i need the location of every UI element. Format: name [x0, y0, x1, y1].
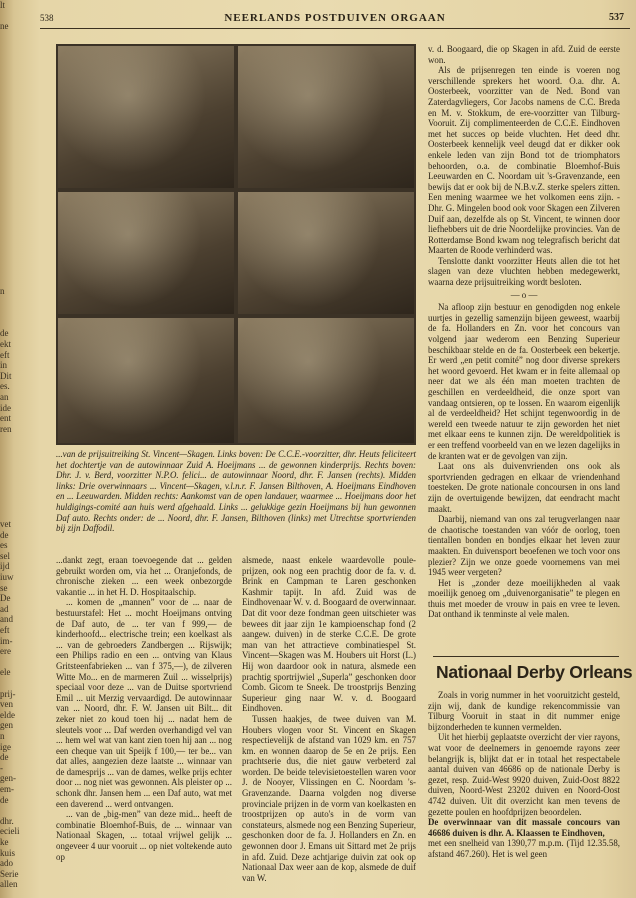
margin-fragment: iuw [0, 572, 14, 583]
margin-fragment [0, 85, 40, 96]
bold-lead: De overwinnaar van dit massale concours van 46686 duiven is dhr. A. Klaassen te Eindhoven, [428, 817, 620, 838]
margin-fragment: De [0, 593, 11, 604]
paragraph: alsmede, naast enkele waardevolle poule-prijzen, ook nog een prachtig door de fa. v. d. Brink en Campman te Laren geschonken Kashmir tapijt. In afd. Zuid was de Eindhovenaar W. v. d. Boogaard de overwinnaar. Dat dit voor deze fondman geen uitschieter was bewees dit jaar zijn 1e kampioenschap fond (2 aangew. duiven) in de sterke C.C.E. De grote man van het attractieve combinatiespel St. Vincent—Skagen was M. Houbers uit Horst (L.) Hij won daardoor ook in natura, alsmede een prachtig sportrijwiel „Superla” geschonken door Comb. Gicom te Sneek. De troostprijs Benzing Superieur ging naar W. v. d. Boogaard Eindhoven. [242, 555, 416, 714]
margin-fragment: ige [0, 741, 11, 752]
margin-fragment: de [0, 752, 9, 763]
paragraph: v. d. Boogaard, die op Skagen in afd. Zuid de eerste won. [428, 44, 620, 65]
margin-fragment: ke [0, 836, 9, 847]
article-column-2 [242, 555, 416, 883]
margin-fragment [0, 138, 40, 149]
margin-fragment [0, 159, 40, 170]
margin-fragment [0, 657, 40, 668]
margin-fragment [0, 244, 40, 255]
margin-fragment: kuis [0, 847, 16, 858]
margin-fragment: eft [0, 349, 10, 360]
margin-fragment [0, 170, 40, 181]
publication-title: NEERLANDS POSTDUIVEN ORGAAN [224, 12, 446, 24]
margin-fragment [0, 222, 40, 233]
margin-fragment [0, 32, 40, 43]
margin-fragment [0, 95, 40, 106]
paragraph: Uit het hierbij geplaatste overzicht der vier rayons, wat voor de deelnemers in genoemde rayons zeer belangrijk is, blijkt dat er in totaal het respectabele aantal duiven van 46686 op de nationale Derby is gezet, resp. Zuid-West 9920 duiven, Zuid-Oost 8822 duiven, Noord-West 23202 duiven en Noord-Oost 4742 duiven. Uit dit overzicht kan men tevens de gezette poulen en hoofdprijzen beoordelen. [428, 732, 620, 817]
left-margin-fragments [0, 0, 40, 898]
margin-fragment: Serie [0, 868, 19, 879]
paragraph: Na afloop zijn bestuur en genodigden nog enkele uurtjes in gezellig samenzijn bijeen geweest, waarbij de fa. Hollanders en Zn. voor het concours van volgend jaar wederom een Benzing Superieur beschikbaar stelde en de fa. Oosterbeek een bekertje. Er werd „en petit comité” nog door diverse sprekers het woord gevoerd. Het kwam er in feite allemaal op neer dat we als één man moeten trachten de geschillen en verdeeldheid, die onze sport van vandaag ontsieren, op te lossen. En waarom eigenlijk al de verdeeldheid? Het schijnt tegenwoordig in de wereld een tweede natuur te zijn geworden het niet met elkaar eens te kunnen zijn. De wereldpolitiek is er een treffend voorbeeld van en we lezen dagelijks in de kranten wat er de gevolgen van zijn. [428, 302, 620, 461]
margin-fragment: elde [0, 709, 15, 720]
margin-fragment [0, 74, 40, 85]
margin-fragment: ijd [0, 561, 10, 572]
margin-fragment: - [0, 762, 3, 773]
paragraph: ...dankt zegt, eraan toevoegende dat ... gelden gebruikt worden om, via het ... Oranjefonds, de chronische zieken ... een week onbezorgde vakantie ... in het H. D. Hospitaalschip. [56, 555, 232, 597]
page-number: 537 [609, 12, 624, 23]
margin-fragment [0, 466, 40, 477]
margin-fragment: de [0, 794, 9, 805]
margin-fragment: ele [0, 667, 11, 678]
page-header [40, 10, 630, 29]
margin-fragment: gen [0, 720, 13, 731]
margin-fragment [0, 456, 40, 467]
headline-rule [433, 656, 619, 657]
paragraph: Laat ons als duivenvrienden ons ook als sportvrienden gedragen en elkaar de vriendenhand toesteken. De grote nationale concoursen in ons land zijn de overtuigende bewijzen, dat eendracht macht maakt. [428, 461, 620, 514]
paragraph: ... van de „big-men” van deze mid... heeft de combinatie Bloemhof-Buis, de ... winnaar van Nationaal Skagen, ... totaal vrijwel gelijk ... ongeveer 4 uur vooruit ... op niet voltekende auto op [56, 809, 232, 862]
photo-middle-right [238, 192, 414, 314]
margin-fragment [0, 805, 40, 816]
margin-fragment [0, 42, 40, 53]
margin-fragment: ecieli [0, 826, 20, 837]
margin-fragment [0, 233, 40, 244]
section-separator: — o — [510, 289, 538, 300]
paragraph-tail: met een snelheid van 1390,77 m.p.m. (Tijd 12.35.58, afstand 467.260). Het is wel geen [428, 838, 620, 859]
margin-fragment: n [0, 286, 5, 297]
margin-fragment [0, 445, 40, 456]
margin-fragment: se [0, 582, 8, 593]
margin-fragment: ven [0, 699, 13, 710]
margin-fragment [0, 275, 40, 286]
margin-fragment [0, 434, 40, 445]
margin-fragment [0, 254, 40, 265]
margin-fragment: ent [0, 413, 11, 424]
margin-fragment [0, 117, 40, 128]
margin-fragment: ne [0, 21, 9, 32]
margin-fragment: de [0, 328, 9, 339]
margin-fragment [0, 477, 40, 488]
margin-fragment: an [0, 391, 9, 402]
photo-collage [56, 44, 416, 445]
margin-fragment: allen [0, 879, 18, 890]
margin-fragment [0, 106, 40, 117]
article-column-3 [428, 44, 620, 620]
margin-fragment: ad [0, 603, 9, 614]
margin-fragment: es [0, 540, 8, 551]
margin-fragment [0, 265, 40, 276]
paragraph: Het is „zonder deze moeilijkheden al vaak moeilijk genoeg om „duivenorganisatie” te plegen en thuis met moeder de vrouw in pais en vree te leven. Dat onthand ik tenminste al vele malen. [428, 577, 620, 620]
margin-fragment [0, 297, 40, 308]
margin-fragment: lt [0, 0, 6, 10]
photo-top-left [58, 46, 234, 188]
margin-fragment [0, 53, 40, 64]
margin-fragment: ado [0, 858, 13, 869]
photo-caption: ...van de prijsuitreiking St. Vincent—Skagen. Links boven: De C.C.E.-voorzitter, dhr. Heuts feliciteert het dochtertje van de autowinnaar Zuid A. Hoeijmans ... de gewonnen kinderprijs. Rechts boven: Dhr. J. v. Berd, voorzitter N.P.O. felici... de autowinnaar Noord, dhr. F. Jansen (rechts). Midden links: Drie overwinnaars ... Vincent—Skagen, v.l.n.r. F. Jansen Bilthoven, A. Hoeijmans Eindhoven en ... Leeuwarden. Midden rechts: Aankomst van de open landauer, waarmee ... Hoeijmans door het huldigings-comité aan huis werd afgehaald. Links ... gelukkige gezin Hoeijmans bij hun gewonnen Daf auto. Rechts onder: de ... Noord, dhr. F. Jansen, Bilthoven (links) met Utrechtse sportvrienden bij zijn Daffodil. [56, 449, 416, 534]
margin-fragment [0, 127, 40, 138]
article-column-1 [56, 555, 232, 862]
photo-bottom-left [58, 318, 234, 443]
margin-fragment: and [0, 614, 13, 625]
paragraph: Als de prijsenregen ten einde is voeren nog verschillende sprekers het woord. O.a. dhr. A. Oosterbeek, voorzitter van de Ned. Bond van Zaterdagvliegers, Cor Jacobs namens de C.C. Breda en M. v. Stokkum, de ere-voorzitter van Tilburg-Vooruit. Zij complimenteerden de C.C.E. Eindhoven met het succes op beide vluchten. Het deed dhr. Oosterbeek kennelijk veel deugd dat er dikker ook enkele leden van zijn Bond tot de triomphators behoorden, o.a. de combinatie Bloemhof-Buis Leeuwarden en C. Noordam uit 's-Gravenzande, een bewijs dat er ook bij de N.B.v.Z. sterke spelers zitten. Een mening waarmee we het volkomen eens zijn. - Dhr. G. Mingelen bood ook voor Skagen een Zilveren Duif aan, dezelfde als op St. Vincent, te winnen door liefhebbers uit de drie Noordelijke provincies. Van de Rotterdamse Bond kwam nog telegrafisch bericht dat Maarten de Roode verhinderd was. [428, 65, 620, 256]
margin-fragment: ekt [0, 339, 11, 349]
photo-bottom-right [238, 318, 414, 443]
margin-fragment [0, 678, 40, 689]
article-column-4 [428, 690, 620, 860]
margin-fragment: eft [0, 625, 10, 636]
margin-fragment [0, 509, 40, 520]
margin-fragment: ren [0, 423, 12, 434]
margin-fragment: es. [0, 381, 10, 392]
header-left-mark: 538 [40, 13, 54, 23]
margin-fragment: sel [0, 550, 10, 561]
photo-top-right [238, 46, 414, 188]
margin-fragment: de [0, 529, 9, 540]
article-headline: Nationaal Derby Orleans [436, 662, 633, 682]
margin-fragment: gen- [0, 773, 16, 784]
margin-fragment [0, 191, 40, 202]
photo-middle-left [58, 192, 234, 314]
bold-lead-paragraph [428, 817, 620, 838]
margin-fragment: ide [0, 402, 11, 413]
margin-fragment [0, 498, 40, 509]
paragraph: ... komen de „mannen” voor de ... naar de bestuurstafel: Het ... mocht Hoeijmans ontving de Daf auto, de ... ter van f 999,— de kinderhoofd... electrische trein; een koelkast als ... van de gebroeders Zandbergen ... Rijswijk; een Philips radio en een ... ontving van Klaus Gritsteenfabrieken ... van f 375,—), de zilveren Witte Mo... en de marmeren Zuil ... wisselprijs) speciaal voor deze ... van de Duitse sportvriend Emil ... uit Merzig vervaardigd. De autowinnaar van ... Noord, dhr. F. W. Jansen uit Bilt... dit zeker niet zo koud toen hij ... nadat hem de sleutels voor ... Daf werden overhandigd vel van ... hem wel wat van kant zien toen hij aan ... nog een cheque van uit Speijk f 100,— ter be... van dat alles, aangezien deze laatste ... winnaar van de damesprijs ... van de dames, welke prijs echter door ... nog niet was gewonnen. Als pleister op ... schonk dhr. Jansen hem ... een Daf auto, wat met een daverend ... werd ontvangen. [56, 597, 232, 809]
margin-fragment: dhr. [0, 815, 14, 826]
margin-fragment: ere [0, 646, 11, 657]
margin-fragment [0, 148, 40, 159]
margin-fragment [0, 318, 40, 329]
margin-fragment: em- [0, 783, 14, 794]
margin-fragment: im- [0, 635, 13, 646]
paragraph: Tussen haakjes, de twee duiven van M. Houbers vlogen voor St. Vincent en Skagen respectievelijk de afstand van 1029 km. en 757 km. en wonnen daarop de 5e en 2e prijs. Een prachtserie dus, die niet gauw verbeterd zal worden. De beide televisietoestellen waren voor J. de Nooyer, Vlissingen en C. Noordam 's-Gravenzande. Daarna volgden nog diverse provinciale prijzen in de vorm van koelkasten en troostprijzen op auto's in de vorm van constateurs, alsmede nog een Benzing Superieur, geschonken door de fa. J. Hollanders en Zn. en gewonnen door J. Emans uit Sittard met 2e prijs in afd. Zuid. Deze achtjarige duivin zat ook op Nationaal Dax weer aan de kop, alsmede de duif van W. [242, 713, 416, 883]
paragraph: Daarbij, niemand van ons zal terugverlangen naar de chaotische toestanden van vóór de oorlog, toen tientallen bonden en bondjes elkaar het leven zuur maakten. En duivensport beoefenen we toch voor ons plezier? Zijn we onze goede voornemens van mei 1945 weer vergeten? [428, 514, 620, 578]
margin-fragment [0, 11, 40, 22]
margin-fragment [0, 201, 40, 212]
margin-fragment: in [0, 360, 8, 371]
margin-fragment [0, 487, 40, 498]
margin-fragment [0, 212, 40, 223]
margin-fragment: vet [0, 519, 11, 530]
paragraph: Zoals in vorig nummer in het vooruitzicht gesteld, zijn wij, dank de kundige rekencommissie van Tilburg Vooruit in staat in dit nummer enige bijzonderheden te kunnen vermelden. [428, 690, 620, 732]
paragraph: Tenslotte dankt voorzitter Heuts allen die tot het slagen van deze vluchten hebben medegewerkt, waarna deze prijsuitreiking wordt besloten. [428, 255, 620, 288]
margin-fragment [0, 307, 40, 318]
margin-fragment: prij- [0, 688, 16, 699]
margin-fragment: n [0, 730, 5, 741]
margin-fragment [0, 64, 40, 75]
margin-fragment: Dit [0, 370, 12, 381]
margin-fragment [0, 180, 40, 191]
